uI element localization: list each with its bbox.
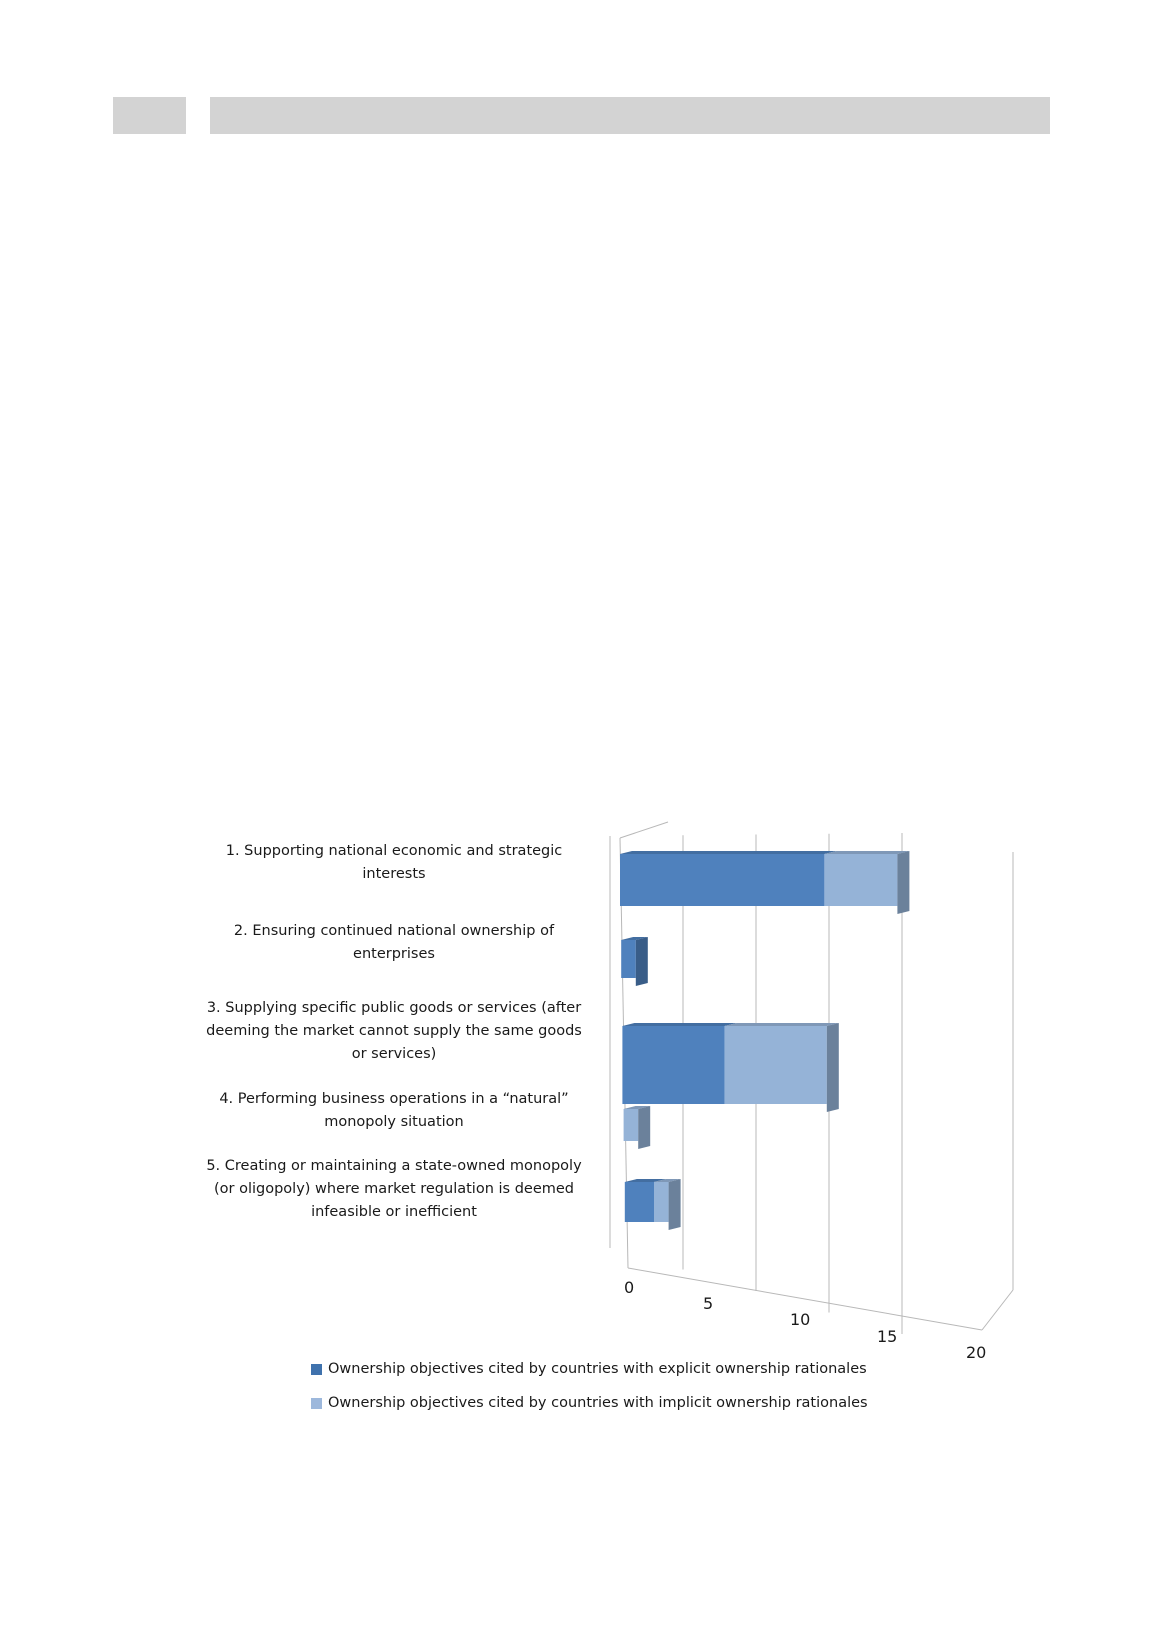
category-label-1	[184, 840, 604, 886]
floor-right-edge	[982, 1290, 1013, 1330]
legend-swatch-implicit	[311, 1398, 322, 1409]
category-label-3-line-3: or services)	[351, 1046, 437, 1062]
wall-top-edge	[620, 822, 668, 838]
bar-1-series-1-top	[620, 851, 836, 854]
legend-item-implicit	[311, 1392, 868, 1414]
legend-label-implicit: Ownership objectives cited by countries with implicit ownership rationales	[328, 1395, 868, 1411]
legend-label-explicit: Ownership objectives cited by countries with explicit ownership rationales	[328, 1361, 867, 1377]
bar-2-series-1	[621, 940, 636, 978]
bar-3-series-1-top	[622, 1023, 736, 1026]
legend	[311, 1358, 868, 1426]
bar-1-side	[897, 851, 909, 914]
category-label-4-line-1: 4. Performing business operations in a “natural”	[219, 1091, 569, 1107]
bar-4-side	[638, 1106, 650, 1149]
category-label-3-line-2: deeming the market cannot supply the same goods	[206, 1023, 582, 1039]
x-tick-15: 15	[877, 1327, 898, 1346]
x-tick-5: 5	[703, 1294, 714, 1313]
category-label-5	[184, 1155, 604, 1224]
category-label-1-line-2: interests	[362, 866, 426, 882]
x-tick-0: 0	[624, 1278, 635, 1297]
category-label-3	[184, 997, 604, 1066]
category-label-5-line-2: (or oligopoly) where market regulation is deemed	[213, 1181, 574, 1197]
x-tick-20: 20	[966, 1343, 987, 1362]
bar-1-series-1	[620, 854, 824, 906]
legend-item-explicit	[311, 1358, 868, 1380]
category-label-3-line-1: 3. Supplying specific public goods or services (after	[206, 1000, 582, 1016]
category-label-4	[184, 1088, 604, 1134]
bar-4-series-2	[624, 1109, 639, 1141]
bar-5-series-1	[625, 1182, 654, 1222]
bar-5-side	[669, 1179, 681, 1230]
bar-1-series-2-top	[824, 851, 909, 854]
bar-3-series-2	[725, 1026, 827, 1104]
category-label-2-line-1: 2. Ensuring continued national ownership of	[233, 923, 555, 939]
bar-5-series-2	[654, 1182, 669, 1222]
category-label-2	[184, 920, 604, 966]
category-label-5-line-1: 5. Creating or maintaining a state-owned monopoly	[206, 1158, 582, 1174]
bars-layer	[620, 851, 909, 1230]
bar-3-series-1	[622, 1026, 724, 1104]
bar-1-series-2	[824, 854, 897, 906]
category-label-4-line-2: monopoly situation	[324, 1114, 464, 1130]
category-label-1-line-1: 1. Supporting national economic and strategic	[225, 843, 563, 859]
category-label-5-line-3: infeasible or inefficient	[311, 1204, 477, 1220]
x-tick-10: 10	[790, 1310, 811, 1329]
bar-2-side	[636, 937, 648, 986]
category-label-2-line-2: enterprises	[353, 946, 435, 962]
legend-swatch-explicit	[311, 1364, 322, 1375]
bar-3-side	[827, 1023, 839, 1112]
bar-3-series-2-top	[725, 1023, 839, 1026]
